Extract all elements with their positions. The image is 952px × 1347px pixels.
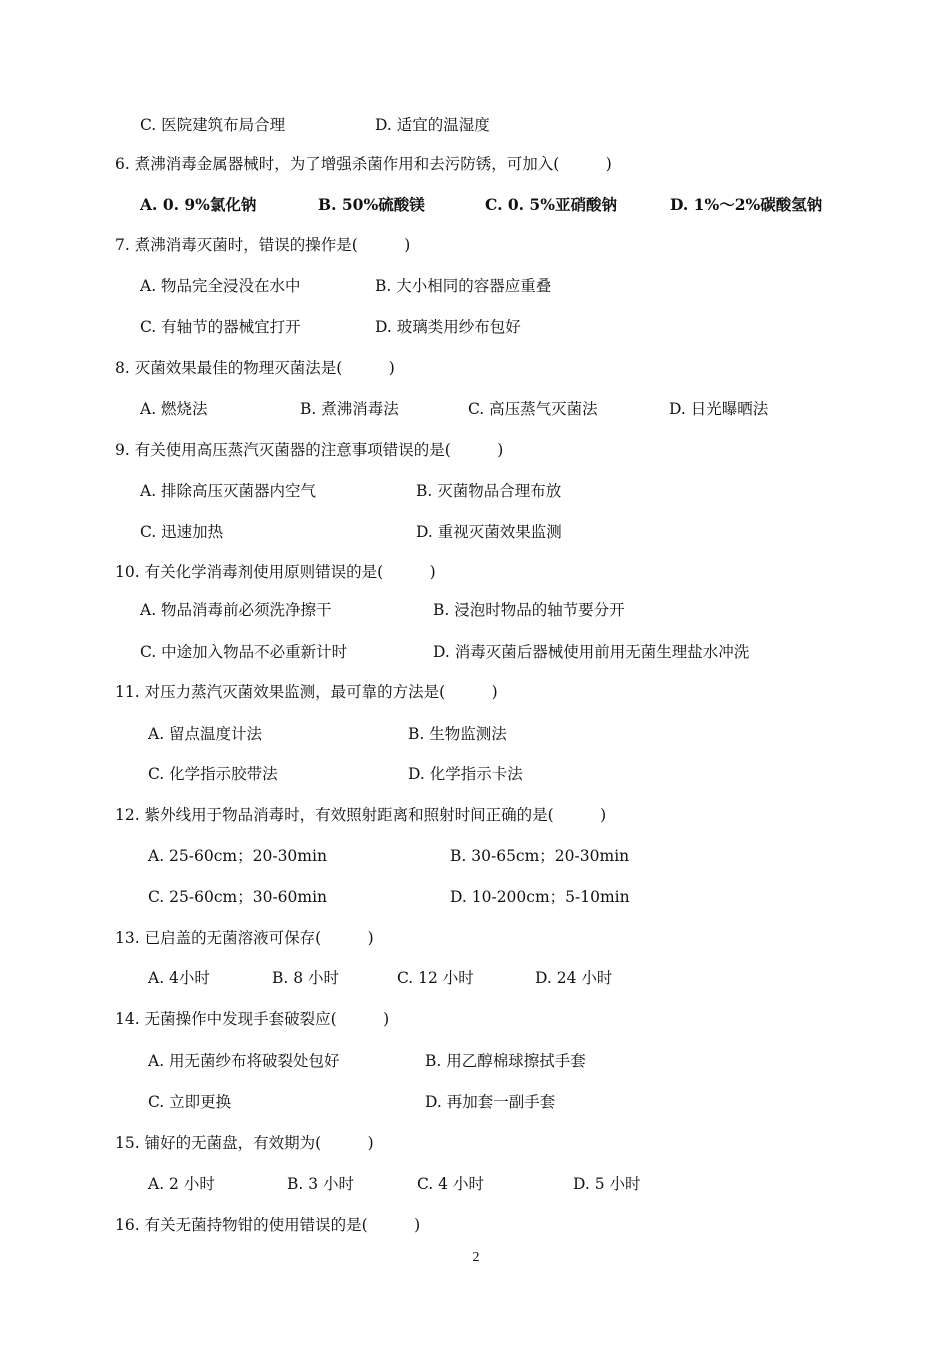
answer-option: A. 25-60cm；20-30min bbox=[148, 847, 327, 865]
answer-option: A. 燃烧法 bbox=[140, 400, 208, 418]
answer-option: C. 医院建筑布局合理 bbox=[140, 116, 286, 134]
question-stem: 12. 紫外线用于物品消毒时，有效照射距离和照射时间正确的是( ) bbox=[115, 806, 607, 824]
answer-option: D. 重视灭菌效果监测 bbox=[416, 523, 562, 541]
answer-option: B. 50%硫酸镁 bbox=[318, 195, 425, 214]
answer-option: A. 4小时 bbox=[148, 969, 210, 987]
question-stem: 8. 灭菌效果最佳的物理灭菌法是( ) bbox=[115, 359, 395, 377]
answer-option: B. 灭菌物品合理布放 bbox=[416, 482, 562, 500]
answer-option: D. 玻璃类用纱布包好 bbox=[375, 318, 521, 336]
question-stem: 16. 有关无菌持物钳的使用错误的是( ) bbox=[115, 1216, 421, 1234]
answer-option: C. 化学指示胶带法 bbox=[148, 765, 278, 783]
answer-option: A. 留点温度计法 bbox=[148, 725, 263, 743]
answer-option: C. 25-60cm；30-60min bbox=[148, 888, 328, 906]
answer-option: C. 0. 5%亚硝酸钠 bbox=[485, 195, 617, 214]
answer-option: D. 日光曝晒法 bbox=[669, 400, 769, 418]
answer-option: D. 适宜的温湿度 bbox=[375, 116, 490, 134]
question-stem: 7. 煮沸消毒灭菌时，错误的操作是( ) bbox=[115, 236, 411, 254]
answer-option: B. 煮沸消毒法 bbox=[300, 400, 399, 418]
answer-option: B. 用乙醇棉球擦拭手套 bbox=[425, 1052, 586, 1070]
answer-option: A. 物品消毒前必须洗净擦干 bbox=[140, 601, 332, 619]
answer-option: A. 0. 9%氯化钠 bbox=[140, 195, 257, 214]
answer-option: B. 大小相同的容器应重叠 bbox=[375, 277, 552, 295]
answer-option: B. 浸泡时物品的轴节要分开 bbox=[433, 601, 625, 619]
answer-option: D. 消毒灭菌后器械使用前用无菌生理盐水冲洗 bbox=[433, 643, 750, 661]
answer-option: C. 高压蒸气灭菌法 bbox=[468, 400, 598, 418]
answer-option: A. 用无菌纱布将破裂处包好 bbox=[148, 1052, 340, 1070]
answer-option: C. 12 小时 bbox=[397, 969, 474, 987]
page-number: 2 bbox=[472, 1250, 480, 1265]
answer-option: B. 3 小时 bbox=[287, 1175, 355, 1193]
question-stem: 15. 铺好的无菌盘，有效期为( ) bbox=[115, 1134, 374, 1152]
question-stem: 6. 煮沸消毒金属器械时，为了增强杀菌作用和去污防锈，可加入( ) bbox=[115, 155, 612, 173]
question-stem: 10. 有关化学消毒剂使用原则错误的是( ) bbox=[115, 563, 436, 581]
answer-option: C. 4 小时 bbox=[417, 1175, 484, 1193]
answer-option: D. 24 小时 bbox=[535, 969, 613, 987]
answer-option: C. 中途加入物品不必重新计时 bbox=[140, 643, 348, 661]
answer-option: C. 有轴节的器械宜打开 bbox=[140, 318, 301, 336]
answer-option: B. 8 小时 bbox=[272, 969, 340, 987]
answer-option: A. 物品完全浸没在水中 bbox=[140, 277, 301, 295]
answer-option: D. 1%～2%碳酸氢钠 bbox=[670, 195, 823, 214]
question-stem: 9. 有关使用高压蒸汽灭菌器的注意事项错误的是( ) bbox=[115, 441, 504, 459]
answer-option: B. 生物监测法 bbox=[408, 725, 507, 743]
answer-option: B. 30-65cm；20-30min bbox=[450, 847, 630, 865]
question-stem: 13. 已启盖的无菌溶液可保存( ) bbox=[115, 929, 374, 947]
answer-option: D. 10-200cm；5-10min bbox=[450, 888, 630, 906]
answer-option: C. 迅速加热 bbox=[140, 523, 224, 541]
answer-option: D. 5 小时 bbox=[573, 1175, 641, 1193]
answer-option: D. 化学指示卡法 bbox=[408, 765, 523, 783]
answer-option: A. 2 小时 bbox=[148, 1175, 215, 1193]
answer-option: A. 排除高压灭菌器内空气 bbox=[140, 482, 317, 500]
answer-option: C. 立即更换 bbox=[148, 1093, 232, 1111]
question-stem: 11. 对压力蒸汽灭菌效果监测，最可靠的方法是( ) bbox=[115, 683, 498, 701]
question-stem: 14. 无菌操作中发现手套破裂应( ) bbox=[115, 1010, 390, 1028]
answer-option: D. 再加套一副手套 bbox=[425, 1093, 556, 1111]
